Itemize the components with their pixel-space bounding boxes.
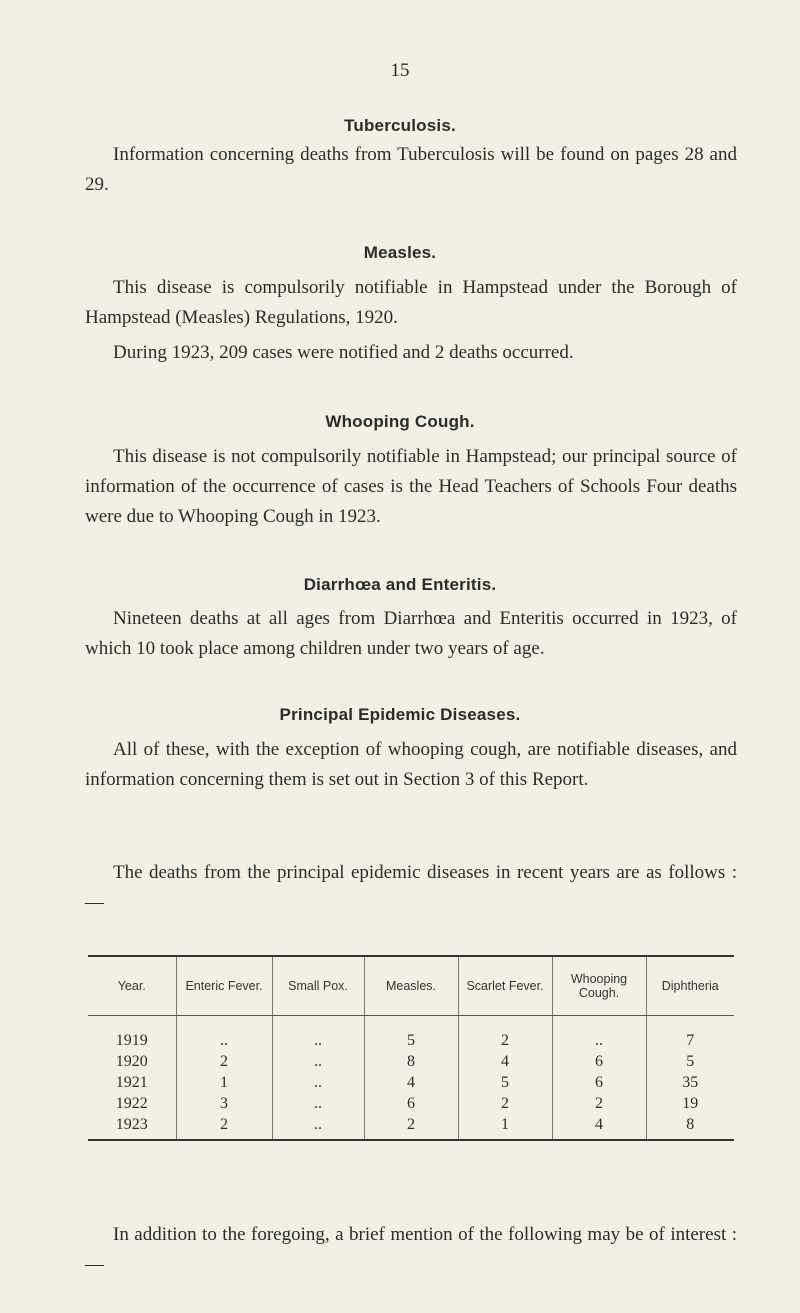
column-header-enteric-fever: Enteric Fever. [176, 956, 272, 1016]
column-header-diphtheria: Diphtheria [646, 956, 734, 1016]
paragraph-closing: In addition to the foregoing, a brief mention of the following may be of interest :— [85, 1224, 737, 1275]
table-row [88, 1093, 734, 1114]
heading-epidemic-diseases: Principal Epidemic Diseases. [279, 705, 521, 724]
table-cell: 2 [364, 1114, 458, 1140]
table-row [88, 1114, 734, 1140]
table-cell: 6 [552, 1072, 646, 1093]
column-header-small-pox: Small Pox. [272, 956, 364, 1016]
paragraph-measles-2: During 1923, 209 cases were notified and 2 deaths occurred. [113, 342, 574, 363]
table-cell: 2 [458, 1093, 552, 1114]
table-cell: 1920 [115, 1052, 148, 1070]
table-cell: 6 [364, 1093, 458, 1114]
table-cell: .. [272, 1016, 364, 1052]
column-header-measles: Measles. [364, 956, 458, 1016]
paragraph-tuberculosis: Information concerning deaths from Tuberculosis will be found on pages 28 and 29. [85, 144, 737, 195]
table-cell: 8 [364, 1051, 458, 1072]
table-cell: 1923 [115, 1115, 148, 1133]
table-cell: 4 [364, 1072, 458, 1093]
paragraph-epidemic-1: All of these, with the exception of whooping cough, are notifiable diseases, and information concerning them is set out in Section 3 of this Report. [85, 739, 737, 790]
table-cell: 19 [646, 1093, 734, 1114]
column-header-whooping-cough: Whooping Cough. [552, 956, 646, 1016]
paragraph-epidemic-2: The deaths from the principal epidemic diseases in recent years are as follows : — [85, 862, 737, 913]
table-cell: 7 [646, 1016, 734, 1052]
table-cell: 5 [458, 1072, 552, 1093]
table-row [88, 1016, 734, 1052]
table-cell: 1 [176, 1072, 272, 1093]
table-cell: .. [176, 1016, 272, 1052]
table-cell: .. [272, 1072, 364, 1093]
page-number: 15 [390, 60, 410, 81]
paragraph-whooping-cough: This disease is not compulsorily notifiable in Hampstead; our principal source of information of the occurrence of cases is the Head Teachers of Schools Four deaths were due to Whooping Cough in 1923. [85, 446, 737, 527]
table-cell: 2 [458, 1016, 552, 1052]
table-cell: 2 [176, 1051, 272, 1072]
epidemic-deaths-table [88, 955, 734, 1141]
heading-tuberculosis: Tuberculosis. [344, 116, 456, 135]
table-cell: .. [552, 1016, 646, 1052]
table-cell: 3 [176, 1093, 272, 1114]
table-cell: 1922 [115, 1094, 148, 1112]
paragraph-measles-1: This disease is compulsorily notifiable in Hampstead under the Borough of Hampstead (Measles) Regulations, 1920. [85, 277, 737, 328]
paragraph-diarrhoea: Nineteen deaths at all ages from Diarrhœa and Enteritis occurred in 1923, of which 10 took place among children under two years of age. [85, 608, 737, 659]
table-cell: .. [272, 1114, 364, 1140]
heading-diarrhoea: Diarrhœa and Enteritis. [303, 575, 497, 594]
table-cell: 4 [552, 1114, 646, 1140]
table-cell: 1921 [115, 1073, 148, 1091]
table-header-row [88, 956, 734, 1016]
heading-whooping-cough: Whooping Cough. [325, 412, 475, 431]
table-cell: 8 [646, 1114, 734, 1140]
column-header-scarlet-fever: Scarlet Fever. [458, 956, 552, 1016]
table-cell: 35 [646, 1072, 734, 1093]
table-cell: 4 [458, 1051, 552, 1072]
table-cell: 2 [552, 1093, 646, 1114]
table-row [88, 1051, 734, 1072]
table-cell: 5 [364, 1016, 458, 1052]
table-cell: .. [272, 1093, 364, 1114]
table-cell: 5 [646, 1051, 734, 1072]
column-header-year: Year. [88, 956, 176, 1016]
table-cell: 1 [458, 1114, 552, 1140]
table-row [88, 1072, 734, 1093]
table-cell: .. [272, 1051, 364, 1072]
table-cell: 6 [552, 1051, 646, 1072]
table-cell: 1919 [115, 1031, 148, 1049]
table-cell: 2 [176, 1114, 272, 1140]
heading-measles: Measles. [363, 243, 437, 262]
